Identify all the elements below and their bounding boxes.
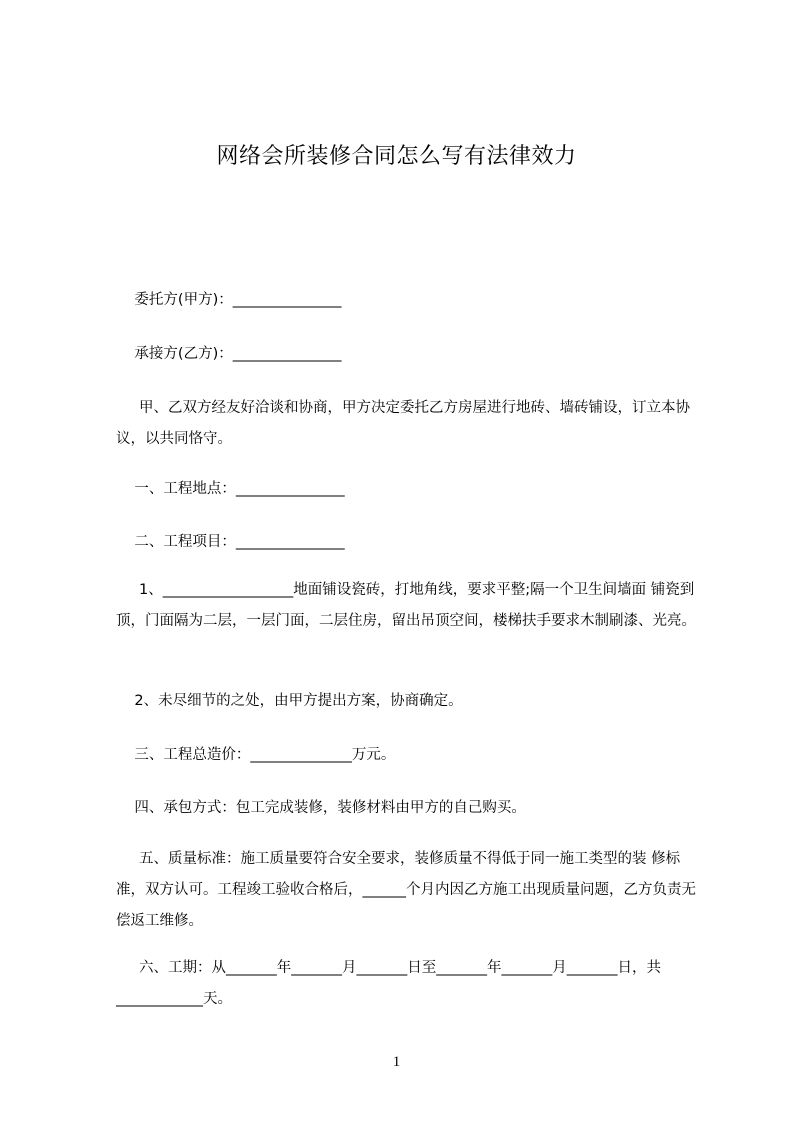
page-number: 1 — [392, 1054, 401, 1070]
intro-paragraph: 甲、乙双方经友好洽谈和协商，甲方决定委托乙方房屋进行地砖、墙砖铺设，订立本协议，以共同恪守。 — [116, 400, 691, 447]
project-location-line: 一、工程地点：_______________ — [116, 481, 345, 497]
project-items-line: 二、工程项目：_______________ — [116, 534, 345, 550]
document-title: 网络会所装修合同怎么写有法律效力 — [216, 144, 577, 169]
total-cost-line: 三、工程总造价：______________万元。 — [116, 747, 396, 763]
project-item-1-paragraph: 1、__________________地面铺设瓷砖，打地角线，要求平整;隔一个卫生间墙面 铺瓷到顶，门面隔为二层，一层门面，二层住房，留出吊顶空间，楼梯扶手要求木制刷漆、光亮。 — [116, 582, 696, 629]
party-a-line: 委托方(甲方)：_______________ — [116, 292, 342, 308]
project-item-2-line: 2、未尽细节的之处，由甲方提出方案，协商确定。 — [116, 693, 463, 709]
quality-standard-paragraph: 五、质量标准：施工质量要符合安全要求，装修质量不得低于同一施工类型的装 修标准，双方认可。工程竣工验收合格后，______个月内因乙方施工出现质量问题，乙方负责无偿返工维修。 — [116, 851, 696, 929]
construction-period-paragraph: 六、工期：从_______年_______月_______日至_______年_______月_______日，共____________天。 — [116, 960, 662, 1007]
contract-method-line: 四、承包方式：包工完成装修，装修材料由甲方的自己购买。 — [116, 800, 526, 816]
party-b-line: 承接方(乙方)：_______________ — [116, 346, 342, 362]
